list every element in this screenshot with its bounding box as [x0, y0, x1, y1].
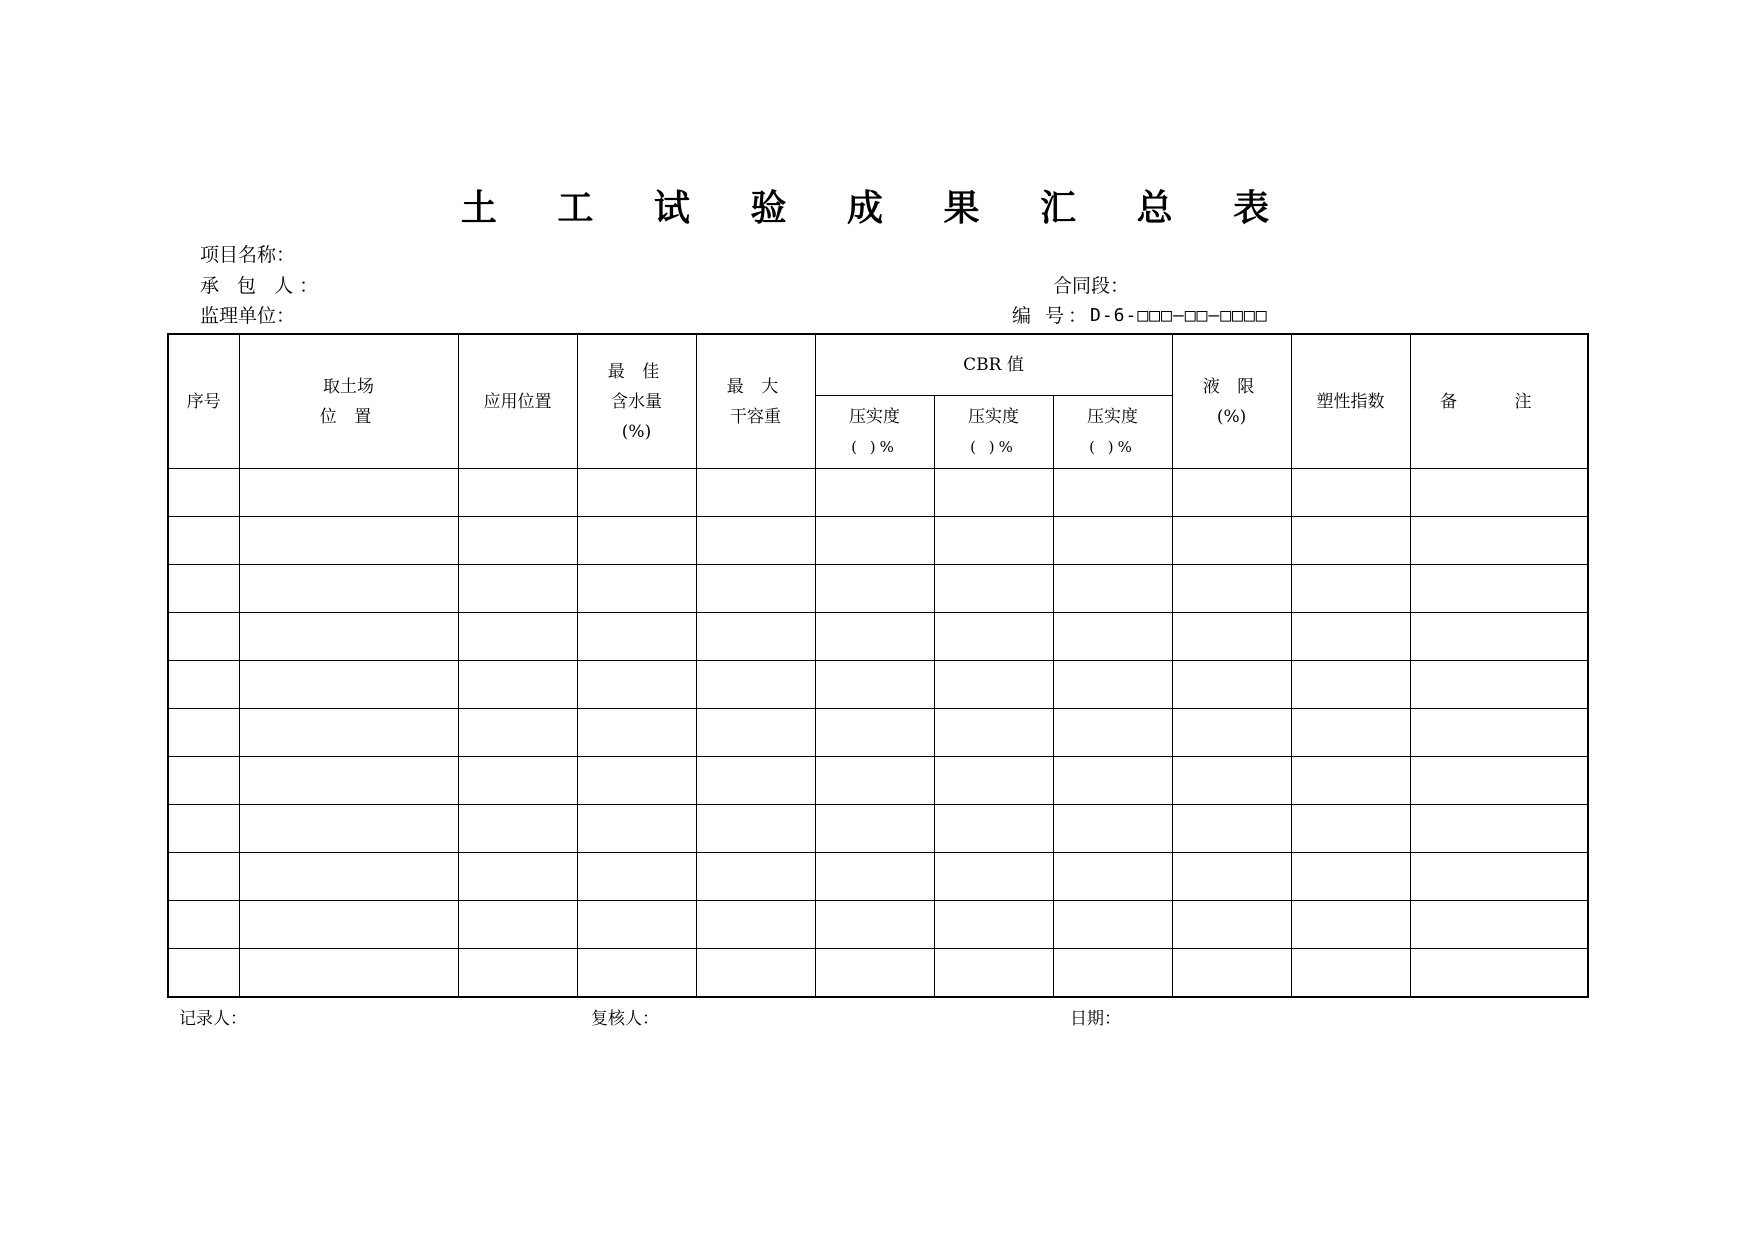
remarks-cell[interactable]: [1410, 805, 1588, 853]
seq-cell[interactable]: [168, 709, 239, 757]
optimum-moisture-cell[interactable]: [577, 901, 696, 949]
table-row: [168, 565, 1588, 613]
seq-cell[interactable]: [168, 757, 239, 805]
table-row: [168, 469, 1588, 517]
cbr-3-cell[interactable]: [1053, 901, 1172, 949]
max-density-cell[interactable]: [696, 517, 815, 565]
borrow-site-cell[interactable]: [239, 661, 458, 709]
remarks-cell[interactable]: [1410, 709, 1588, 757]
cbr-1-cell[interactable]: [815, 517, 934, 565]
remarks-cell[interactable]: [1410, 901, 1588, 949]
seq-cell[interactable]: [168, 613, 239, 661]
plasticity-index-cell[interactable]: [1291, 613, 1410, 661]
borrow-site-cell[interactable]: [239, 805, 458, 853]
col-cbr-compaction-1-header: 压实度 ( )%: [815, 396, 934, 469]
remarks-cell[interactable]: [1410, 469, 1588, 517]
col-plasticity-index-header: 塑性指数: [1291, 334, 1410, 469]
remarks-cell[interactable]: [1410, 661, 1588, 709]
max-density-cell[interactable]: [696, 661, 815, 709]
cbr-1-cell[interactable]: [815, 565, 934, 613]
plasticity-index-cell[interactable]: [1291, 469, 1410, 517]
table-row: [168, 853, 1588, 901]
plasticity-index-cell[interactable]: [1291, 853, 1410, 901]
table-row: [168, 901, 1588, 949]
cbr-3-cell[interactable]: [1053, 853, 1172, 901]
cbr-3-cell[interactable]: [1053, 805, 1172, 853]
cbr-2-cell[interactable]: [934, 805, 1053, 853]
seq-cell[interactable]: [168, 565, 239, 613]
cbr-1-cell[interactable]: [815, 469, 934, 517]
max-density-cell[interactable]: [696, 469, 815, 517]
optimum-moisture-cell[interactable]: [577, 805, 696, 853]
liquid-limit-cell[interactable]: [1172, 949, 1291, 998]
cbr-3-cell[interactable]: [1053, 613, 1172, 661]
col-seq-header: 序号: [168, 334, 239, 469]
date-label: 日期：: [1070, 1009, 1121, 1029]
recorder-label: 记录人：: [179, 1009, 247, 1029]
table-row: [168, 517, 1588, 565]
liquid-limit-cell[interactable]: [1172, 757, 1291, 805]
cbr-1-cell[interactable]: [815, 757, 934, 805]
application-cell[interactable]: [458, 613, 577, 661]
number-label: 编 号：: [1012, 305, 1092, 327]
plasticity-index-cell[interactable]: [1291, 709, 1410, 757]
liquid-limit-cell[interactable]: [1172, 805, 1291, 853]
plasticity-index-cell[interactable]: [1291, 757, 1410, 805]
cbr-2-cell[interactable]: [934, 949, 1053, 998]
number-value: D-6-□□□—□□—□□□□: [1090, 305, 1268, 326]
col-borrow-site-header: 取土场 位 置: [239, 334, 458, 469]
seq-cell[interactable]: [168, 805, 239, 853]
borrow-site-cell[interactable]: [239, 757, 458, 805]
application-cell[interactable]: [458, 469, 577, 517]
col-cbr-compaction-2-header: 压实度 ( )%: [934, 396, 1053, 469]
cbr-1-cell[interactable]: [815, 901, 934, 949]
borrow-site-cell[interactable]: [239, 613, 458, 661]
col-cbr-compaction-3-header: 压实度 ( )%: [1053, 396, 1172, 469]
max-density-cell[interactable]: [696, 853, 815, 901]
col-liquid-limit-header: 液 限 (%): [1172, 334, 1291, 469]
seq-cell[interactable]: [168, 853, 239, 901]
application-cell[interactable]: [458, 565, 577, 613]
supervisor-label: 监理单位：: [200, 305, 296, 327]
optimum-moisture-cell[interactable]: [577, 949, 696, 998]
liquid-limit-cell[interactable]: [1172, 661, 1291, 709]
remarks-cell[interactable]: [1410, 517, 1588, 565]
max-density-cell[interactable]: [696, 901, 815, 949]
cbr-3-cell[interactable]: [1053, 949, 1172, 998]
cbr-2-cell[interactable]: [934, 757, 1053, 805]
optimum-moisture-cell[interactable]: [577, 469, 696, 517]
table-row: [168, 709, 1588, 757]
optimum-moisture-cell[interactable]: [577, 565, 696, 613]
liquid-limit-cell[interactable]: [1172, 469, 1291, 517]
cbr-3-cell[interactable]: [1053, 565, 1172, 613]
contract-section-label: 合同段：: [1053, 275, 1130, 297]
max-density-cell[interactable]: [696, 565, 815, 613]
application-cell[interactable]: [458, 661, 577, 709]
application-cell[interactable]: [458, 949, 577, 998]
application-cell[interactable]: [458, 517, 577, 565]
application-cell[interactable]: [458, 901, 577, 949]
remarks-cell[interactable]: [1410, 613, 1588, 661]
cbr-1-cell[interactable]: [815, 661, 934, 709]
cbr-2-cell[interactable]: [934, 661, 1053, 709]
optimum-moisture-cell[interactable]: [577, 709, 696, 757]
project-name-label: 项目名称：: [200, 244, 296, 266]
table-row: [168, 757, 1588, 805]
borrow-site-cell[interactable]: [239, 565, 458, 613]
max-density-cell[interactable]: [696, 613, 815, 661]
max-density-cell[interactable]: [696, 805, 815, 853]
optimum-moisture-cell[interactable]: [577, 757, 696, 805]
optimum-moisture-cell[interactable]: [577, 613, 696, 661]
plasticity-index-cell[interactable]: [1291, 565, 1410, 613]
liquid-limit-cell[interactable]: [1172, 613, 1291, 661]
borrow-site-cell[interactable]: [239, 949, 458, 998]
col-max-density-header: 最 大 干容重: [696, 334, 815, 469]
col-cbr-header: CBR 值: [815, 334, 1172, 396]
cbr-3-cell[interactable]: [1053, 709, 1172, 757]
cbr-3-cell[interactable]: [1053, 517, 1172, 565]
max-density-cell[interactable]: [696, 949, 815, 998]
seq-cell[interactable]: [168, 949, 239, 998]
cbr-2-cell[interactable]: [934, 901, 1053, 949]
borrow-site-cell[interactable]: [239, 517, 458, 565]
plasticity-index-cell[interactable]: [1291, 805, 1410, 853]
table-row: [168, 949, 1588, 998]
max-density-cell[interactable]: [696, 709, 815, 757]
remarks-cell[interactable]: [1410, 949, 1588, 998]
application-cell[interactable]: [458, 805, 577, 853]
liquid-limit-cell[interactable]: [1172, 901, 1291, 949]
liquid-limit-cell[interactable]: [1172, 853, 1291, 901]
plasticity-index-cell[interactable]: [1291, 517, 1410, 565]
cbr-2-cell[interactable]: [934, 709, 1053, 757]
cbr-2-cell[interactable]: [934, 469, 1053, 517]
application-cell[interactable]: [458, 709, 577, 757]
cbr-3-cell[interactable]: [1053, 469, 1172, 517]
contractor-label: 承 包 人：: [200, 275, 325, 297]
plasticity-index-cell[interactable]: [1291, 949, 1410, 998]
cbr-3-cell[interactable]: [1053, 757, 1172, 805]
cbr-2-cell[interactable]: [934, 517, 1053, 565]
borrow-site-cell[interactable]: [239, 709, 458, 757]
cbr-1-cell[interactable]: [815, 709, 934, 757]
seq-cell[interactable]: [168, 901, 239, 949]
seq-cell[interactable]: [168, 517, 239, 565]
max-density-cell[interactable]: [696, 757, 815, 805]
borrow-site-cell[interactable]: [239, 469, 458, 517]
results-table: [167, 333, 1589, 998]
reviewer-label: 复核人：: [591, 1009, 659, 1029]
cbr-1-cell[interactable]: [815, 853, 934, 901]
cbr-2-cell[interactable]: [934, 853, 1053, 901]
cbr-1-cell[interactable]: [815, 805, 934, 853]
remarks-cell[interactable]: [1410, 757, 1588, 805]
col-application-header: 应用位置: [458, 334, 577, 469]
liquid-limit-cell[interactable]: [1172, 517, 1291, 565]
cbr-3-cell[interactable]: [1053, 661, 1172, 709]
plasticity-index-cell[interactable]: [1291, 901, 1410, 949]
document-title: 土 工 试 验 成 果 汇 总 表: [460, 188, 1294, 229]
liquid-limit-cell[interactable]: [1172, 709, 1291, 757]
liquid-limit-cell[interactable]: [1172, 565, 1291, 613]
optimum-moisture-cell[interactable]: [577, 517, 696, 565]
optimum-moisture-cell[interactable]: [577, 661, 696, 709]
borrow-site-cell[interactable]: [239, 853, 458, 901]
cbr-1-cell[interactable]: [815, 949, 934, 998]
table-row: [168, 661, 1588, 709]
remarks-cell[interactable]: [1410, 565, 1588, 613]
cbr-2-cell[interactable]: [934, 613, 1053, 661]
remarks-cell[interactable]: [1410, 853, 1588, 901]
table-row: [168, 613, 1588, 661]
col-remarks-header: 备 注: [1410, 334, 1588, 469]
optimum-moisture-cell[interactable]: [577, 853, 696, 901]
seq-cell[interactable]: [168, 661, 239, 709]
table-row: [168, 805, 1588, 853]
application-cell[interactable]: [458, 757, 577, 805]
plasticity-index-cell[interactable]: [1291, 661, 1410, 709]
col-optimum-moisture-header: 最 佳 含水量 (%): [577, 334, 696, 469]
cbr-1-cell[interactable]: [815, 613, 934, 661]
seq-cell[interactable]: [168, 469, 239, 517]
cbr-2-cell[interactable]: [934, 565, 1053, 613]
borrow-site-cell[interactable]: [239, 901, 458, 949]
application-cell[interactable]: [458, 853, 577, 901]
